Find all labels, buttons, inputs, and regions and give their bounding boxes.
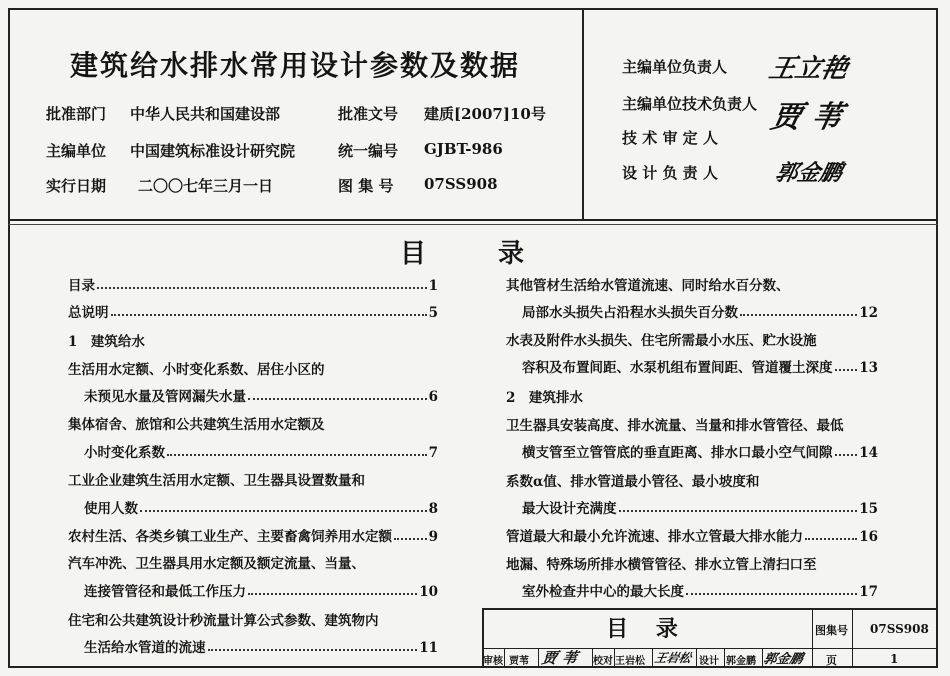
toc-entry[interactable] bbox=[84, 634, 438, 656]
dot-leader bbox=[619, 510, 858, 512]
toc-entry-page: 10 bbox=[419, 584, 438, 600]
unified-number-value: GJBT-986 bbox=[424, 140, 503, 158]
dot-leader bbox=[167, 454, 427, 456]
toc-entry[interactable] bbox=[84, 383, 438, 405]
toc-entry-line: 水表及附件水头损失、住宅所需最小水压、贮水设施 bbox=[506, 333, 817, 349]
toc-entry[interactable] bbox=[522, 354, 878, 376]
toc-entry-page: 1 bbox=[428, 278, 438, 294]
review-label: 审核 bbox=[483, 656, 503, 667]
toc-entry[interactable] bbox=[68, 299, 438, 321]
toc-entry[interactable] bbox=[84, 439, 438, 461]
toc-entry-page: 14 bbox=[859, 445, 878, 461]
review-signature: 贾 苇 bbox=[539, 649, 580, 667]
title-block-title: 目 录 bbox=[606, 616, 688, 642]
toc-entry-page: 15 bbox=[859, 501, 878, 517]
toc-entry-page: 12 bbox=[859, 305, 878, 321]
editor-unit-label: 主编单位 bbox=[46, 142, 107, 160]
toc-entry-text: 生活给水管道的流速 bbox=[84, 640, 206, 656]
toc-entry-page: 7 bbox=[428, 445, 438, 461]
toc-entry-text: 使用人数 bbox=[84, 501, 138, 517]
toc-entry-line: 工业企业建筑生活用水定额、卫生器具设置数量和 bbox=[68, 473, 365, 489]
approval-dept-label: 批准部门 bbox=[46, 105, 107, 123]
approval-doc-value: 建质[2007]10号 bbox=[424, 105, 546, 123]
toc-entry-page: 6 bbox=[428, 389, 438, 405]
toc-entry-text: 未预见水量及管网漏失水量 bbox=[84, 389, 246, 405]
toc-entry[interactable] bbox=[68, 272, 438, 294]
toc-entry-text: 横支管至立管管底的垂直距离、排水口最小空气间隙 bbox=[522, 445, 833, 461]
toc-entry[interactable] bbox=[522, 578, 878, 600]
toc-entry-text: 容积及布置间距、水泵机组布置间距、管道覆土深度 bbox=[522, 360, 833, 376]
toc-entry-line: 卫生器具安装高度、排水流量、当量和排水管管径、最低 bbox=[506, 418, 844, 434]
section-heading: 2 建筑排水 bbox=[506, 390, 583, 406]
toc-entry-page: 17 bbox=[859, 584, 878, 600]
toc-entry-line: 住宅和公共建筑设计秒流量计算公式参数、建筑物内 bbox=[68, 613, 379, 629]
chief-editor-signature: 王立艳 bbox=[766, 54, 851, 84]
toc-entry[interactable] bbox=[84, 495, 438, 517]
dot-leader bbox=[394, 538, 427, 540]
toc-entry[interactable] bbox=[84, 578, 438, 600]
toc-entry[interactable] bbox=[522, 439, 878, 461]
header-divider-thin bbox=[8, 224, 938, 225]
section-heading: 1 建筑给水 bbox=[68, 334, 145, 350]
dot-leader bbox=[97, 287, 427, 289]
dot-leader bbox=[835, 454, 858, 456]
atlas-number-value: 07SS908 bbox=[424, 175, 498, 193]
toc-entry-line: 集体宿舍、旅馆和公共建筑生活用水定额及 bbox=[68, 417, 325, 433]
dot-leader bbox=[835, 369, 858, 371]
toc-entry-page: 11 bbox=[419, 640, 438, 656]
dot-leader bbox=[208, 649, 418, 651]
chief-editor-role: 主编单位负责人 bbox=[622, 58, 728, 76]
atlas-no-value: 07SS908 bbox=[870, 622, 929, 636]
toc-heading-right: 录 bbox=[498, 239, 525, 269]
title-block-col-divider bbox=[724, 648, 725, 668]
title-block-col-divider bbox=[852, 608, 853, 668]
title-block-col-divider bbox=[812, 608, 813, 668]
title-block-col-divider bbox=[696, 648, 697, 668]
toc-entry-page: 16 bbox=[859, 529, 878, 545]
toc-entry-text: 最大设计充满度 bbox=[522, 501, 617, 517]
approval-doc-label: 批准文号 bbox=[338, 105, 399, 123]
toc-entry-text: 连接管管径和最低工作压力 bbox=[84, 584, 246, 600]
toc-entry-line: 生活用水定额、小时变化系数、居住小区的 bbox=[68, 362, 325, 378]
toc-entry-text: 局部水头损失占沿程水头损失百分数 bbox=[522, 305, 738, 321]
toc-entry-text: 总说明 bbox=[68, 305, 109, 321]
approval-dept-value: 中华人民共和国建设部 bbox=[130, 105, 281, 123]
atlas-title: 建筑给水排水常用设计参数及数据 bbox=[70, 49, 521, 82]
toc-entry-page: 5 bbox=[428, 305, 438, 321]
toc-entry[interactable] bbox=[522, 299, 878, 321]
effective-date-label: 实行日期 bbox=[46, 177, 107, 195]
design-lead-role: 设 计 负 责 人 bbox=[622, 164, 718, 182]
toc-entry-line: 地漏、特殊场所排水横管管径、排水立管上清扫口至 bbox=[506, 557, 817, 573]
toc-heading-left: 目 bbox=[400, 239, 427, 269]
dot-leader bbox=[140, 510, 427, 512]
title-block-col-divider bbox=[504, 648, 505, 668]
toc-entry-page: 8 bbox=[428, 501, 438, 517]
tech-lead-signature: 贾 苇 bbox=[767, 100, 846, 135]
design-label: 设计 bbox=[699, 656, 719, 667]
review-name: 贾苇 bbox=[509, 656, 529, 667]
toc-entry-page: 9 bbox=[428, 529, 438, 545]
dot-leader bbox=[248, 398, 427, 400]
toc-entry[interactable] bbox=[506, 523, 878, 545]
toc-entry-line: 汽车冲洗、卫生器具用水定额及额定流量、当量、 bbox=[68, 556, 365, 572]
editor-unit-value: 中国建筑标准设计研究院 bbox=[130, 142, 296, 160]
header-vertical-divider bbox=[582, 8, 584, 221]
atlas-no-label: 图集号 bbox=[815, 624, 848, 637]
page-value: 1 bbox=[890, 652, 899, 666]
toc-entry-text: 目录 bbox=[68, 278, 95, 294]
toc-entry[interactable] bbox=[68, 523, 438, 545]
toc-entry-text: 小时变化系数 bbox=[84, 445, 165, 461]
technical-reviewer-role: 技 术 审 定 人 bbox=[622, 129, 718, 147]
title-block-col-divider bbox=[538, 648, 539, 668]
design-lead-signature: 郭金鹏 bbox=[772, 160, 845, 186]
toc-entry-line: 系数α值、排水管道最小管径、最小坡度和 bbox=[506, 474, 760, 490]
design-name: 郭金鹏 bbox=[726, 656, 756, 667]
check-name: 王岩松 bbox=[615, 656, 645, 667]
toc-entry[interactable] bbox=[522, 495, 878, 517]
unified-number-label: 统一编号 bbox=[338, 142, 399, 160]
dot-leader bbox=[740, 314, 857, 316]
atlas-number-label: 图 集 号 bbox=[338, 177, 394, 195]
header-divider bbox=[8, 219, 938, 221]
dot-leader bbox=[805, 538, 857, 540]
check-signature: 王岩松 bbox=[653, 651, 693, 665]
toc-entry-text: 农村生活、各类乡镇工业生产、主要畜禽饲养用水定额 bbox=[68, 529, 392, 545]
toc-entry-text: 管道最大和最小允许流速、排水立管最大排水能力 bbox=[506, 529, 803, 545]
dot-leader bbox=[248, 593, 417, 595]
tech-lead-role: 主编单位技术负责人 bbox=[622, 95, 758, 113]
toc-entry-text: 室外检查井中心的最大长度 bbox=[522, 584, 684, 600]
dot-leader bbox=[686, 593, 857, 595]
effective-date-value: 二〇〇七年三月一日 bbox=[138, 177, 274, 195]
toc-entry-line: 其他管材生活给水管道流速、同时给水百分数、 bbox=[506, 278, 790, 294]
page-label: 页 bbox=[826, 654, 837, 667]
check-label: 校对 bbox=[593, 656, 613, 667]
design-signature: 郭金鹏 bbox=[761, 652, 805, 667]
toc-entry-page: 13 bbox=[859, 360, 878, 376]
dot-leader bbox=[111, 314, 427, 316]
